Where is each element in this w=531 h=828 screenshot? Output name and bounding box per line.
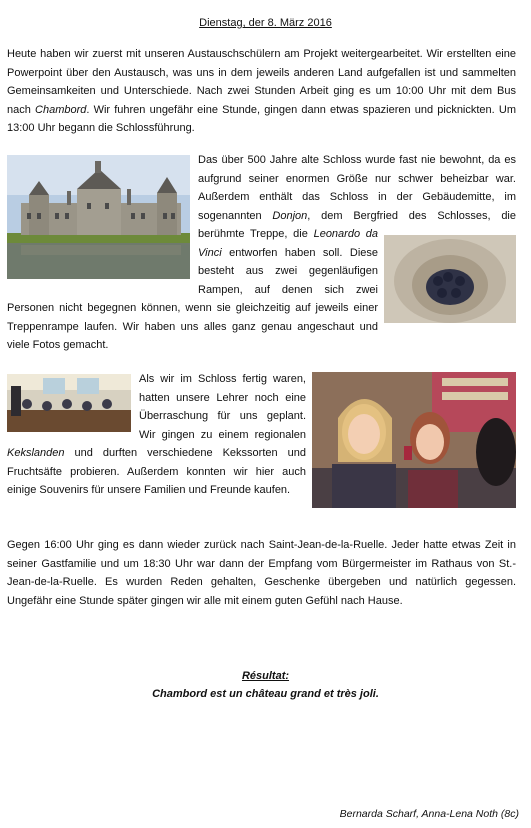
term-kekslanden: Kekslanden bbox=[7, 447, 65, 459]
castle-interior-photo bbox=[7, 374, 131, 432]
report-date: Dienstag, der 8. März 2016 bbox=[199, 17, 332, 29]
girls-tasting-photo bbox=[312, 372, 516, 508]
term-donjon: Donjon bbox=[272, 209, 308, 222]
result-heading: Résultat: bbox=[241, 670, 290, 682]
paragraph-biscuit-shop-text-1: Als wir im Schloss fertig waren, hatten unsere Lehrer noch eine Überraschung für uns geplant. Wir gingen zu einem regionalen bbox=[139, 373, 306, 441]
paragraph-morning-text-2: . Wir fuhren ungefähr eine Stunde, gingen dann etwas spazieren und picknickten. Um 13:00 Uhr begann die Schlossführung. bbox=[7, 103, 516, 134]
paragraph-biscuit-shop-text-2: und durften verschiedene Kekssorten und Fruchtsäfte probieren. Außerdem konnten wir hier auch einige Souvenirs für unsere Familien und Freunde kaufen. bbox=[7, 447, 306, 496]
paragraph-morning-text-1: Heute haben wir zuerst mit unseren Austauschschülern am Projekt weitergearbeitet. Wir erstellten eine Powerpoint über den Austausch, was uns in dem jeweils anderen Land aufgefallen ist und sammelten Gemeinsamkeiten und Unterschiede. Nach zwei Stunden Arbeit ging es um 10:00 Uhr mit dem Bus nach bbox=[7, 48, 516, 116]
name-leonardo: Leonardo da Vinci bbox=[198, 228, 379, 259]
paragraph-evening: Gegen 16:00 Uhr ging es dann wieder zurück nach Saint-Jean-de-la-Ruelle. Jeder hatte etwas Zeit in seiner Gastfamilie und um 18:30 Uhr war dann der Empfang vom Bürgermeister im Rathaus von St.-Jean-de-la-Ruelle. Es wurden Reden gehalten, Geschenke übergeben und natürlich gegessen. Ungefähr eine Stunde später gingen wir alle mit einem guten Gefühl nach Hause. bbox=[7, 539, 516, 607]
paragraph-castle bbox=[7, 151, 516, 355]
paragraph-biscuit-shop bbox=[7, 370, 516, 510]
staircase-photo bbox=[384, 235, 516, 323]
result-text: Chambord est un château grand et très joli. bbox=[152, 688, 379, 700]
paragraph-morning bbox=[7, 45, 516, 138]
authors-credit: Bernarda Scharf, Anna-Lena Noth (8c) bbox=[339, 808, 519, 820]
place-chambord: Chambord bbox=[35, 103, 87, 116]
chambord-castle-photo bbox=[7, 155, 190, 279]
paragraph-castle-text-3: entworfen haben soll. Diese besteht aus zwei gegenläufigen Rampen, auf denen sich zwei Personen nicht begegnen können, wenn sie gleichzeitig auf jeweils einer Treppenrampe laufen. Wir haben uns alles ganz genau angeschaut und viele Fotos gemacht. bbox=[7, 246, 378, 351]
paragraph-castle-text-1: Das über 500 Jahre alte Schloss wurde fast nie bewohnt, da es aufgrund seiner enormen Größe nur schwer beheizbar war. Außerdem enthält das Schloss in der Gebäudemitte, im sogenannten bbox=[198, 154, 516, 222]
paragraph-castle-text-2: , dem Bergfried des Schlosses, die berühmte Treppe, die bbox=[198, 209, 516, 240]
